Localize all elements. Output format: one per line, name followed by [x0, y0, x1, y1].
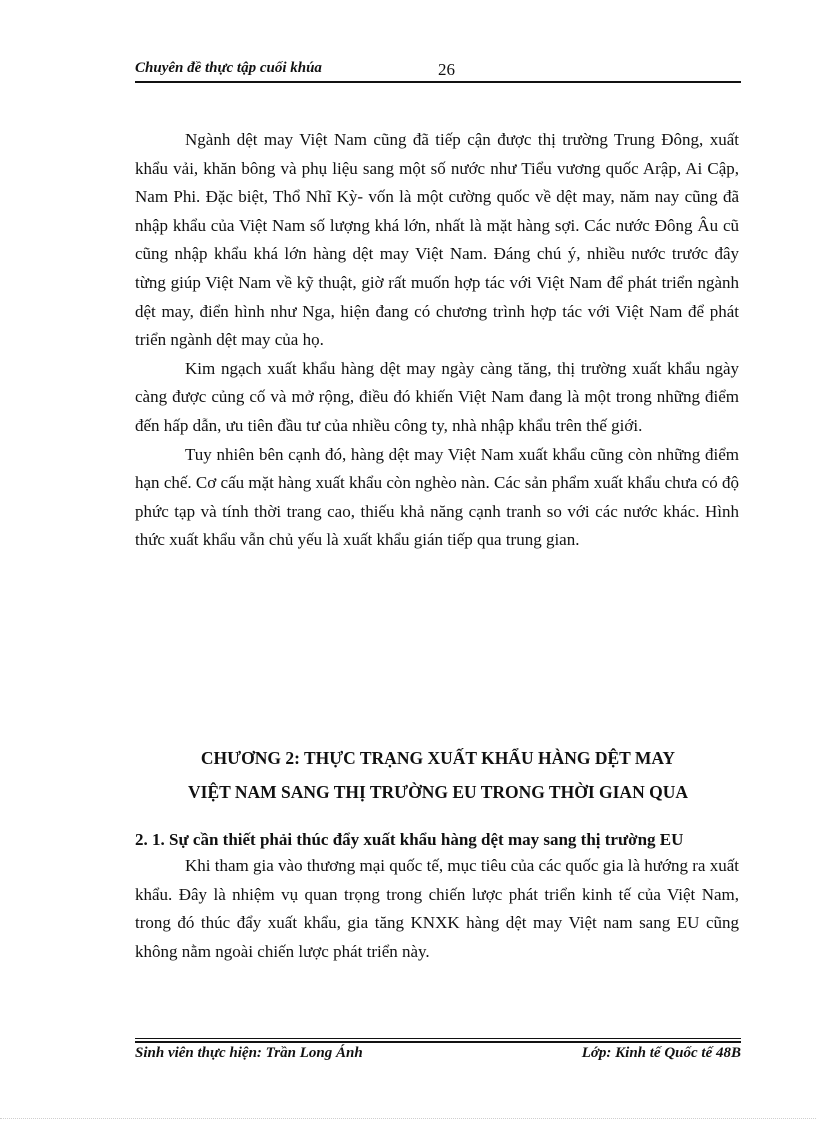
footer-student: Sinh viên thực hiện: Trần Long Ánh [135, 1045, 363, 1061]
footer-rule [135, 1038, 741, 1039]
footer-class: Lớp: Kinh tế Quốc tế 48B [581, 1045, 741, 1061]
header-title: Chuyên đề thực tập cuối khúa [135, 60, 322, 76]
section-body [135, 852, 739, 966]
page-bottom-border [0, 1118, 816, 1119]
chapter-title [135, 741, 741, 809]
header-rule [135, 81, 741, 83]
paragraph: Tuy nhiên bên cạnh đó, hàng dệt may Việt Nam xuất khẩu cũng còn những điểm hạn chế. Cơ cấu mặt hàng xuất khẩu còn nghèo nàn. Các sản phẩm xuất khẩu chưa có độ phức tạp và tính thời trang cao, thiếu khả năng cạnh tranh so với các nước khác. Hình thức xuất khẩu vẫn chủ yếu là xuất khẩu gián tiếp qua trung gian. [135, 444, 739, 550]
footer-rule [135, 1041, 741, 1043]
page-header [135, 58, 741, 82]
section-heading: 2. 1. Sự cần thiết phải thúc đẩy xuất khẩu hàng dệt may sang thị trường EU [135, 830, 684, 849]
page-number: 26 [438, 60, 455, 79]
paragraph: Ngành dệt may Việt Nam cũng đã tiếp cận được thị trường Trung Đông, xuất khẩu vải, khăn bông và phụ liệu sang một số nước như Tiểu vương quốc Arập, Ai Cập, Nam Phi. Đặc biệt, Thổ Nhĩ Kỳ- vốn là một cường quốc về dệt may, năm nay cũng đã nhập khẩu của Việt Nam số lượng khá lớn, nhất là mặt hàng sợi. Các nước Đông Âu cũ cũng nhập khẩu khá lớn hàng dệt may Việt Nam. Đáng chú ý, nhiều nước trước đây từng giúp Việt Nam về kỹ thuật, giờ rất muốn hợp tác với Việt Nam để phát triển ngành dệt may, điển hình như Nga, hiện đang có chương trình hợp tác với Việt Nam để phát triển ngành dệt may của họ. [135, 130, 739, 350]
paragraph: Kim ngạch xuất khẩu hàng dệt may ngày càng tăng, thị trường xuất khẩu ngày càng được củng cố và mở rộng, điều đó khiến Việt Nam đang là một trong những điểm đến hấp dẫn, ưu tiên đầu tư của nhiều công ty, nhà nhập khẩu trên thế giới. [135, 358, 739, 435]
paragraph: Khi tham gia vào thương mại quốc tế, mục tiêu của các quốc gia là hướng ra xuất khẩu. Đây là nhiệm vụ quan trọng trong chiến lược phát triển kinh tế của Việt Nam, trong đó thúc đẩy xuất khẩu, gia tăng KNXK hàng dệt may Việt nam sang EU cũng không nằm ngoài chiến lược phát triển này. [135, 856, 739, 961]
chapter-title-line: CHƯƠNG 2: THỰC TRẠNG XUẤT KHẨU HÀNG DỆT MAY [200, 748, 676, 768]
page-footer [135, 1045, 741, 1069]
chapter-title-line: VIỆT NAM SANG THỊ TRƯỜNG EU TRONG THỜI GIAN QUA [188, 782, 688, 802]
body-text [135, 126, 739, 555]
